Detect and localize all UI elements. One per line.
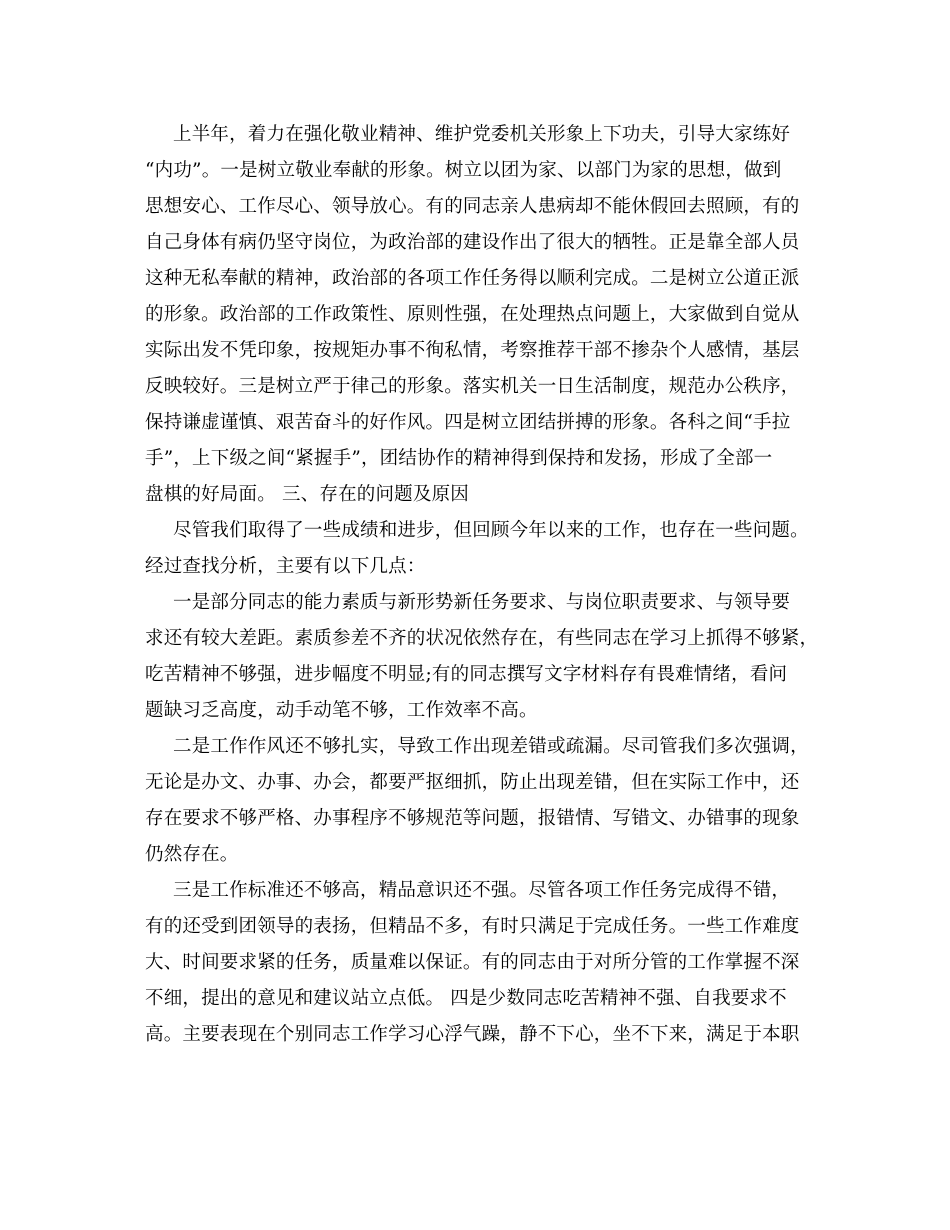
body-text bbox=[145, 117, 845, 1053]
text-line: 手”，上下级之间“紧握手”，团结协作的精神得到保持和发扬，形成了全部一 bbox=[145, 448, 773, 469]
text-line: “内功”。一是树立敬业奉献的形象。树立以团为家、以部门为家的思想，做到 bbox=[145, 160, 782, 181]
text-line: 自己身体有病仍坚守岗位，为政治部的建设作出了很大的牺牲。正是靠全部人员 bbox=[145, 232, 800, 253]
text-line: 上半年，着力在强化敬业精神、维护党委机关形象上下功夫，引导大家练好 bbox=[173, 124, 791, 145]
text-line: 实际出发不凭印象，按规矩办事不徇私情，考察推荐干部不掺杂个人感情，基层 bbox=[145, 340, 800, 361]
text-line: 无论是办文、办事、办会，都要严抠细抓，防止出现差错，但在实际工作中，还 bbox=[145, 772, 800, 793]
text-line: 的形象。政治部的工作政策性、原则性强，在处理热点问题上，大家做到自觉从 bbox=[145, 304, 800, 325]
text-line: 存在要求不够严格、办事程序不够规范等问题，报错情、写错文、办错事的现象 bbox=[145, 808, 800, 829]
text-line: 不细，提出的意见和建议站立点低。 四是少数同志吃苦精神不强、自我要求不 bbox=[145, 988, 787, 1009]
text-line: 反映较好。三是树立严于律己的形象。落实机关一日生活制度，规范办公秩序， bbox=[145, 376, 800, 397]
text-line: 盘棋的好局面。 三、存在的问题及原因 bbox=[145, 484, 469, 505]
text-line: 吃苦精神不够强，进步幅度不明显;有的同志撰写文字材料存有畏难情绪，看问 bbox=[145, 664, 788, 685]
text-line: 大、时间要求紧的任务，质量难以保证。有的同志由于对所分管的工作掌握不深 bbox=[145, 952, 800, 973]
text-line: 尽管我们取得了一些成绩和进步，但回顾今年以来的工作，也存在一些问题。 bbox=[173, 520, 809, 541]
text-line: 思想安心、工作尽心、领导放心。有的同志亲人患病却不能休假回去照顾，有的 bbox=[145, 196, 800, 217]
text-line: 经过查找分析，主要有以下几点： bbox=[145, 556, 426, 577]
text-line: 二是工作作风还不够扎实，导致工作出现差错或疏漏。尽司管我们多次强调， bbox=[173, 736, 809, 757]
text-line: 求还有较大差距。素质参差不齐的状况依然存在，有些同志在学习上抓得不够紧， bbox=[145, 628, 819, 649]
text-line: 仍然存在。 bbox=[145, 844, 239, 865]
text-line: 题缺习乏高度，动手动笔不够，工作效率不高。 bbox=[145, 700, 538, 721]
text-line: 三是工作标准还不够高，精品意识还不强。尽管各项工作任务完成得不错， bbox=[173, 880, 791, 901]
text-line: 一是部分同志的能力素质与新形势新任务要求、与岗位职责要求、与领导要 bbox=[173, 592, 791, 613]
text-line: 有的还受到团领导的表扬，但精品不多，有时只满足于完成任务。一些工作难度 bbox=[145, 916, 800, 937]
text-line: 高。主要表现在个别同志工作学习心浮气躁，静不下心，坐不下来，满足于本职 bbox=[145, 1024, 800, 1045]
text-line: 保持谦虚谨慎、艰苦奋斗的好作风。四是树立团结拼搏的形象。各科之间“手拉 bbox=[145, 412, 791, 433]
text-line: 这种无私奉献的精神，政治部的各项工作任务得以顺利完成。二是树立公道正派 bbox=[145, 268, 800, 289]
